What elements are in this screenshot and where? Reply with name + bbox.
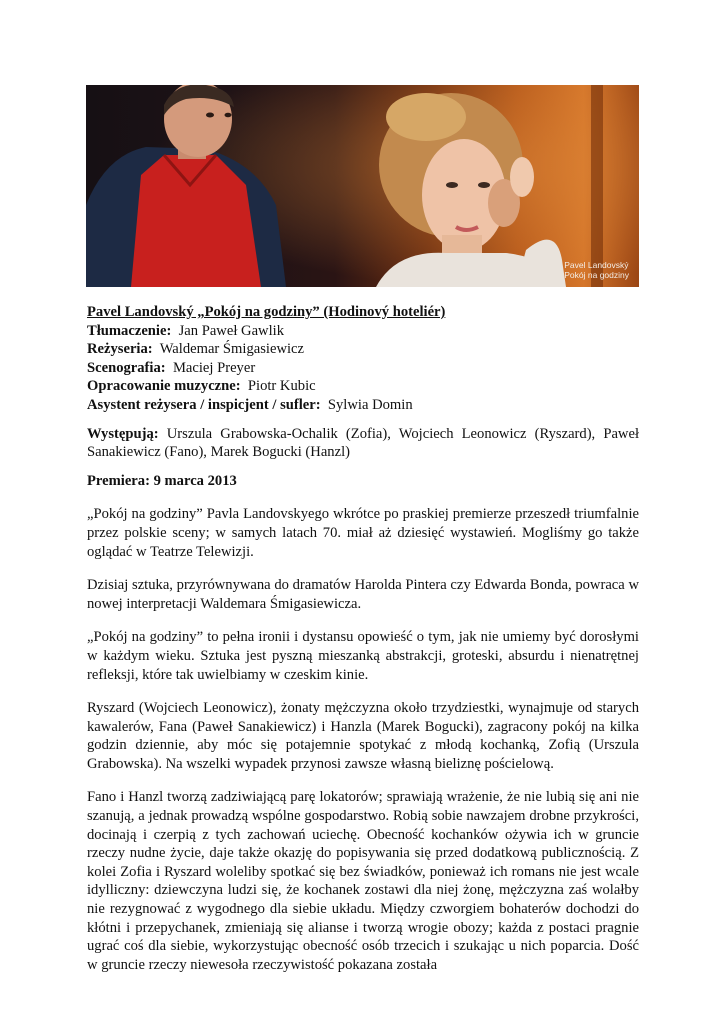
body-paragraph: Ryszard (Wojciech Leonowicz), żonaty mężczyzna około trzydziestki, wynajmuje od starych kawalerów, Fana (Paweł Sanakiewicz) i Hanzla (Marek Bogucki), zagracony pokój na kilka godzin dziennie, aby móc się potajemnie spotykać z młodą kochanką, Zofią (Urszula Grabowska). Na wszelki wypadek przynosi zawsze własną bieliznę pościelową. (87, 700, 639, 772)
credits-block (87, 303, 639, 415)
photo-caption (564, 260, 629, 280)
cast-paragraph (87, 425, 639, 462)
credit-direction (87, 340, 639, 359)
body-paragraph: Fano i Hanzl tworzą zadziwiającą parę lokatorów; sprawiają wrażenie, że nie lubią się ani nie szanują, a jednak prowadzą wspólne gospodarstwo. Robią sobie nawzajem drobne przykrości, docinają i czerpią z tych zachowań uciechę. Obecność kochanków ożywia ich w gruncie rzeczy nudne życie, daje także okazję do popisywania się przed dodatkową publicznością. Z kolei Zofia i Ryszard woleliby spotkać się bez świadków, ponieważ ich romans nie jest wcale idylliczny: dziewczyna ludzi się, że kochanek zostawi dla niej żonę, mężczyzna zaś wolałby nie rezygnować z wygodnego dla siebie układu. Między czworgiem bohaterów dochodzi do kłótni i przepychanek, zmieniają się alianse i tworzą wrogie obozy; każda z postaci pragnie ugrać coś dla siebie, wykorzystując obecność osób trzecich i szukając u nich poparcia. Dość w gruncie rzeczy niewesoła rzeczywistość pokazana została (87, 789, 639, 973)
cast-label: Występują: (87, 425, 159, 442)
premiere-date: Premiera: 9 marca 2013 (87, 472, 237, 489)
credit-music (87, 377, 639, 396)
stage-photo-illustration (86, 85, 639, 287)
document-body (87, 303, 639, 974)
credit-value: Waldemar Śmigasiewicz (159, 341, 304, 358)
play-title: Pavel Landovský „Pokój na godziny” (Hodinový hoteliér) (87, 304, 446, 320)
body-paragraph: „Pokój na godziny” Pavla Landovskyego wkrótce po praskiej premierze przeszedł triumfalnie przez polskie sceny; w samych latach 70. miał aż dziesięć wystawień. Mogliśmy go także oglądać w Teatrze Telewizji. (87, 506, 639, 560)
cast-text: Urszula Grabowska-Ochalik (Zofia), Wojciech Leonowicz (Ryszard), Paweł Sanakiewicz (Fano), Marek Bogucki (Hanzl) (87, 425, 640, 461)
credit-label: Scenografia: (87, 359, 166, 376)
credit-scenography (87, 359, 639, 378)
credit-label: Asystent reżysera / inspicjent / sufler: (87, 396, 321, 413)
credit-assistant (87, 396, 639, 415)
credit-value: Sylwia Domin (327, 396, 413, 413)
photo-caption-title: Pokój na godziny (564, 270, 629, 280)
photo-caption-author: Pavel Landovský (564, 260, 629, 270)
body-paragraph: Dzisiaj sztuka, przyrównywana do dramatów Harolda Pintera czy Edwarda Bonda, powraca w nowej interpretacji Waldemara Śmigasiewicza. (87, 577, 639, 612)
credit-value: Maciej Preyer (172, 359, 256, 376)
body-paragraph: „Pokój na godziny” to pełna ironii i dystansu opowieść o tym, jak nie umiemy być dorosłymi w każdym wieku. Sztuka jest pyszną mieszanką abstrakcji, groteski, absurdu i nienatrętnej refleksji, które tak uwielbiamy w czeskim kinie. (87, 629, 639, 683)
credit-label: Reżyseria: (87, 341, 153, 358)
credit-label: Opracowanie muzyczne: (87, 378, 241, 395)
credit-label: Tłumaczenie: (87, 322, 172, 339)
credit-value: Piotr Kubic (247, 378, 316, 395)
credit-value: Jan Paweł Gawlik (178, 322, 284, 339)
credit-translation (87, 322, 639, 341)
stage-photo (86, 85, 639, 287)
